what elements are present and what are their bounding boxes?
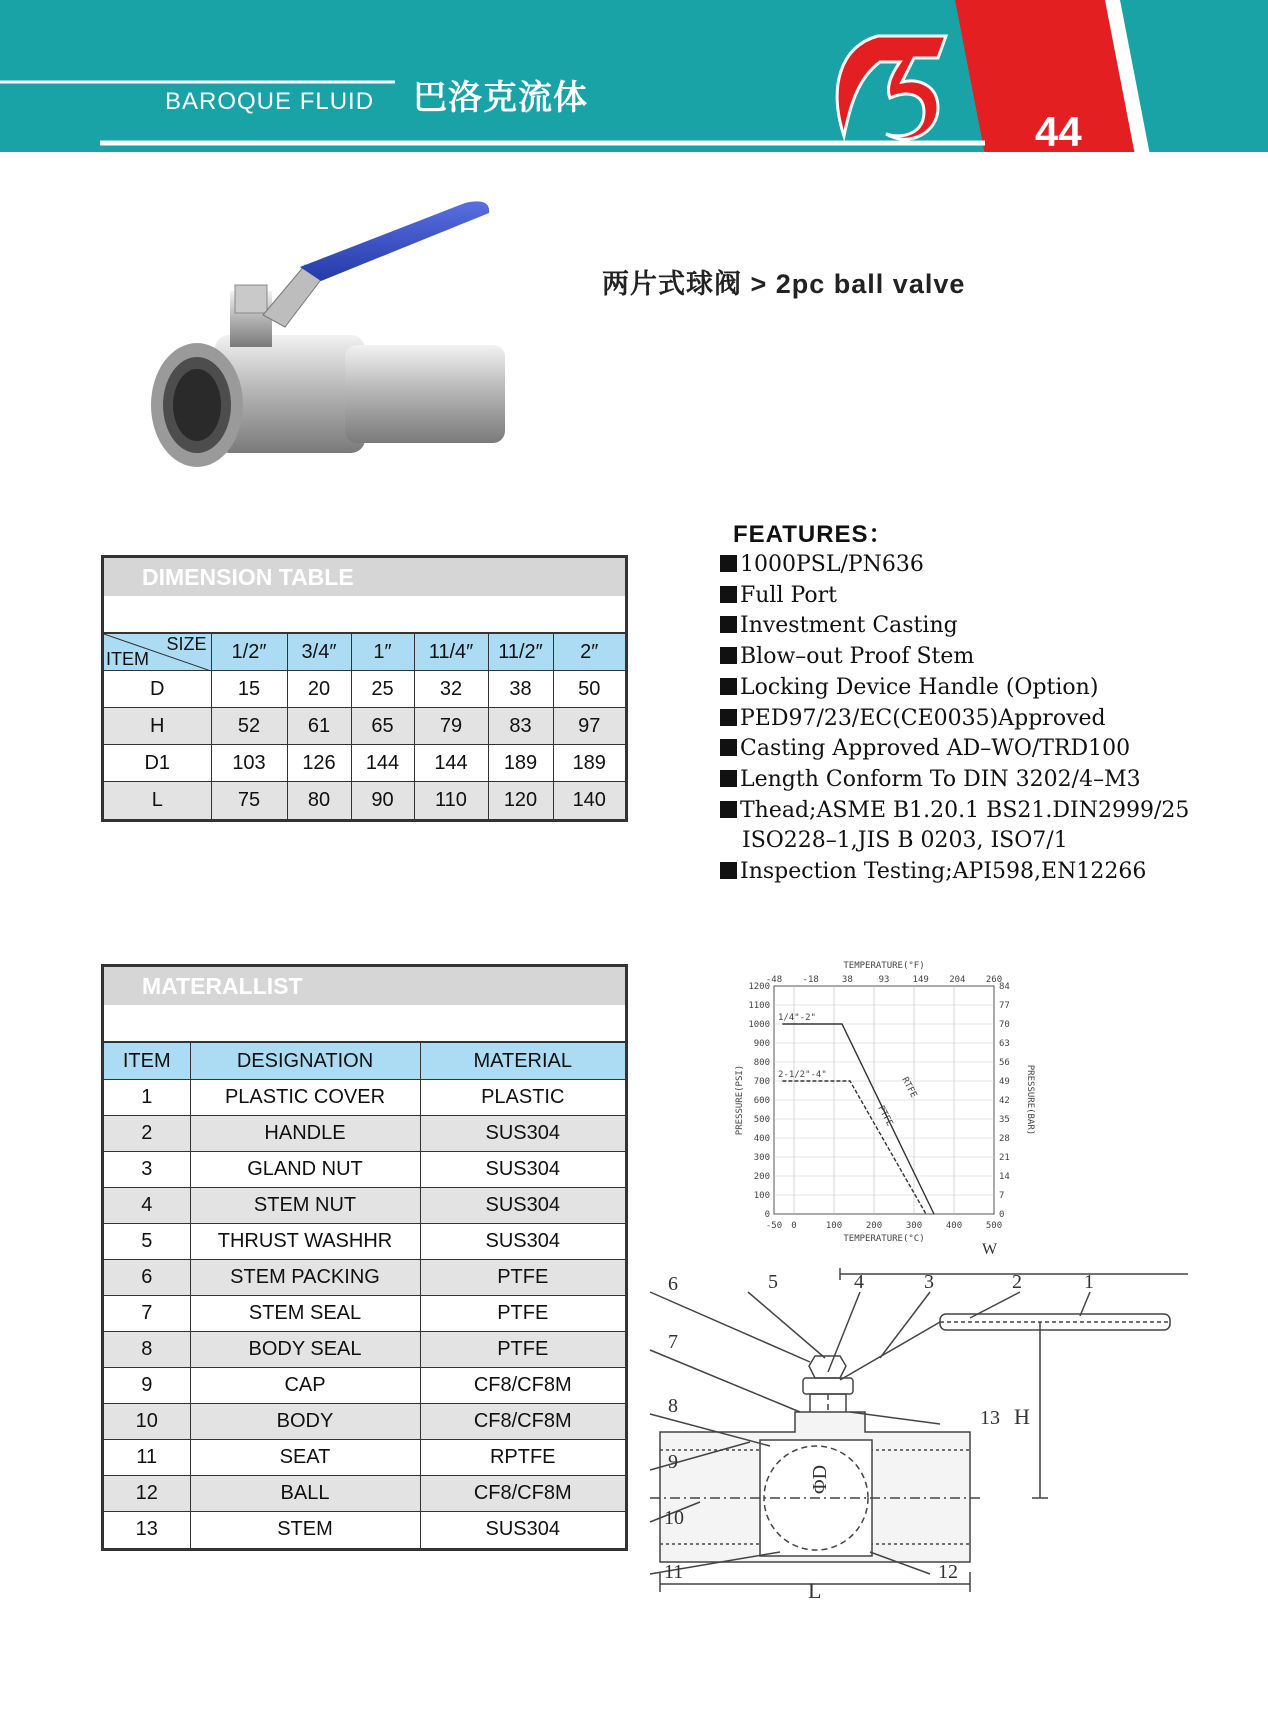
feature-item: Casting Approved AD–WO/TRD100	[720, 734, 1189, 765]
item-cell: 1	[104, 1080, 190, 1116]
dimension-h-label: H	[1014, 1404, 1030, 1429]
material-cell: RPTFE	[420, 1440, 625, 1476]
y-tick-label-bar: 28	[999, 1134, 1010, 1144]
bullet-square-icon	[720, 647, 737, 664]
dimension-l-label: L	[808, 1578, 822, 1602]
bullet-square-icon	[720, 739, 737, 756]
x-tick-label-c: 0	[791, 1221, 797, 1231]
y-tick-label-bar: 42	[999, 1096, 1010, 1106]
y-tick-label-bar: 0	[999, 1210, 1005, 1220]
feature-item: Inspection Testing;API598,EN12266	[720, 857, 1189, 888]
item-cell: 9	[104, 1368, 190, 1404]
y-tick-label-psi: 400	[753, 1134, 770, 1144]
table-row	[104, 1476, 625, 1512]
y-tick-label-psi: 300	[753, 1153, 770, 1163]
series-name-label: 2-1/2"-4"	[778, 1070, 827, 1080]
dimension-d-label: ΦD	[809, 1464, 831, 1494]
designation-cell: HANDLE	[190, 1116, 420, 1152]
item-cell: 12	[104, 1476, 190, 1512]
material-cell: SUS304	[420, 1512, 625, 1548]
feature-item: Thead;ASME B1.20.1 BS21.DIN2999/25	[720, 796, 1189, 827]
bullet-square-icon	[720, 862, 737, 879]
table-row	[104, 1116, 625, 1152]
size-header: 3/4″	[287, 634, 351, 671]
x-axis-label: TEMPERATURE(°C)	[843, 1234, 925, 1244]
brand-name-en: BAROQUE FLUID	[165, 88, 375, 115]
y-tick-label-psi: 700	[753, 1077, 770, 1087]
x-tick-label-c: 100	[825, 1221, 843, 1231]
x-tick-label-c: 200	[865, 1221, 883, 1231]
y-tick-label-psi: 800	[753, 1058, 770, 1068]
table-row	[104, 1404, 625, 1440]
table-row	[104, 1332, 625, 1368]
bullet-square-icon	[720, 586, 737, 603]
callout-9: 9	[668, 1451, 678, 1473]
feature-item: PED97/23/EC(CE0035)Approved	[720, 704, 1189, 735]
material-cell: PTFE	[420, 1332, 625, 1368]
size-header: 1″	[351, 634, 414, 671]
designation-cell: STEM NUT	[190, 1188, 420, 1224]
dimension-table-title: DIMENSION TABLE	[104, 558, 625, 596]
material-cell: CF8/CF8M	[420, 1476, 625, 1512]
feature-item: Investment Casting	[720, 611, 1189, 642]
size-header: 11/2″	[488, 634, 553, 671]
designation-cell: STEM	[190, 1512, 420, 1548]
y-tick-label-bar: 63	[999, 1039, 1010, 1049]
table-row	[104, 1296, 625, 1332]
size-item-corner-cell: SIZE ITEM	[104, 634, 211, 671]
series-curve-label: PTFE	[875, 1104, 895, 1129]
y-axis-label: PRESSURE(PSI)	[735, 1064, 745, 1136]
y-tick-label-bar: 70	[999, 1020, 1010, 1030]
material-cell: PTFE	[420, 1296, 625, 1332]
table-row	[104, 1440, 625, 1476]
material-list-table	[101, 964, 628, 1551]
designation-cell: BODY SEAL	[190, 1332, 420, 1368]
series-name-label: 1/4"-2"	[778, 1013, 816, 1023]
y-tick-label-psi: 900	[753, 1039, 770, 1049]
callout-11: 11	[664, 1561, 684, 1583]
feature-item: Full Port	[720, 581, 1189, 612]
material-cell: CF8/CF8M	[420, 1404, 625, 1440]
y-axis-label-right: PRESSURE(BAR)	[1025, 1064, 1035, 1136]
features-heading: FEATURES：	[733, 521, 894, 548]
material-cell: SUS304	[420, 1152, 625, 1188]
callout-10: 10	[664, 1507, 684, 1529]
x-tick-label-c: 400	[945, 1221, 963, 1231]
x-tick-label-f: 38	[841, 975, 853, 985]
series-curve-label: RTFE	[899, 1075, 919, 1100]
item-cell: 2	[104, 1116, 190, 1152]
designation-cell: THRUST WASHHR	[190, 1224, 420, 1260]
x-tick-label-f: 93	[878, 975, 890, 985]
x-tick-label-f: -48	[765, 975, 783, 985]
material-list-title: MATERALLIST	[104, 967, 625, 1005]
callout-13: 13	[980, 1407, 1000, 1429]
column-header-material: MATERIAL	[420, 1043, 625, 1080]
material-cell: SUS304	[420, 1224, 625, 1260]
bullet-square-icon	[720, 770, 737, 787]
y-tick-label-bar: 56	[999, 1058, 1010, 1068]
table-row: L 75 80 90 110 120 140	[104, 782, 625, 819]
table-row	[104, 1260, 625, 1296]
chart-title: TEMPERATURE(°F)	[843, 961, 925, 971]
bullet-square-icon	[720, 678, 737, 695]
table-row	[104, 1512, 625, 1548]
size-header: 1/2″	[211, 634, 287, 671]
table-row	[104, 1080, 625, 1116]
table-row	[104, 1368, 625, 1404]
x-tick-label-f: 204	[949, 975, 966, 985]
y-tick-label-psi: 500	[753, 1115, 770, 1125]
callout-5: 5	[768, 1271, 778, 1293]
item-cell: 4	[104, 1188, 190, 1224]
feature-continuation: ISO228–1,JIS B 0203, ISO7/1	[742, 828, 1068, 854]
designation-cell: SEAT	[190, 1440, 420, 1476]
item-cell: 3	[104, 1152, 190, 1188]
valve-section-drawing	[640, 1262, 1200, 1602]
x-tick-label-f: -18	[802, 975, 819, 985]
table-row	[104, 1224, 625, 1260]
material-cell: SUS304	[420, 1188, 625, 1224]
designation-cell: GLAND NUT	[190, 1152, 420, 1188]
x-tick-label-c: 300	[905, 1221, 923, 1231]
column-header-designation: DESIGNATION	[190, 1043, 420, 1080]
y-tick-label-bar: 14	[999, 1172, 1010, 1182]
ball-valve-photo-icon	[135, 195, 545, 495]
y-tick-label-bar: 7	[999, 1191, 1005, 1201]
chart-w-label: W	[982, 1241, 998, 1258]
table-row: H 52 61 65 79 83 97	[104, 708, 625, 745]
callout-4: 4	[854, 1271, 864, 1293]
material-cell: SUS304	[420, 1116, 625, 1152]
product-title: 两片式球阀 > 2pc ball valve	[602, 269, 966, 299]
material-cell: CF8/CF8M	[420, 1368, 625, 1404]
page-number: 44	[1035, 108, 1082, 155]
material-cell: PTFE	[420, 1260, 625, 1296]
item-cell: 11	[104, 1440, 190, 1476]
table-row: D 15 20 25 32 38 50	[104, 671, 625, 708]
y-tick-label-bar: 49	[999, 1077, 1010, 1087]
y-tick-label-psi: 1200	[748, 982, 770, 992]
designation-cell: PLASTIC COVER	[190, 1080, 420, 1116]
designation-cell: BALL	[190, 1476, 420, 1512]
y-tick-label-bar: 77	[999, 1001, 1010, 1011]
callout-6: 6	[668, 1273, 678, 1295]
bullet-square-icon	[720, 801, 737, 818]
pressure-temperature-chart	[730, 950, 1060, 1260]
y-tick-label-psi: 1000	[748, 1020, 770, 1030]
y-tick-label-bar: 21	[999, 1153, 1010, 1163]
item-cell: 5	[104, 1224, 190, 1260]
y-tick-label-bar: 35	[999, 1115, 1010, 1125]
features-list	[720, 550, 1189, 888]
callout-2: 2	[1012, 1271, 1022, 1293]
item-cell: 13	[104, 1512, 190, 1548]
bullet-square-icon	[720, 616, 737, 633]
y-tick-label-psi: 1100	[748, 1001, 770, 1011]
item-cell: 7	[104, 1296, 190, 1332]
designation-cell: BODY	[190, 1404, 420, 1440]
y-tick-label-psi: 600	[753, 1096, 770, 1106]
designation-cell: CAP	[190, 1368, 420, 1404]
dimension-table	[101, 555, 628, 822]
feature-item: Length Conform To DIN 3202/4–M3	[720, 765, 1189, 796]
x-tick-label-c: -50	[765, 1221, 783, 1231]
size-header: 11/4″	[414, 634, 488, 671]
column-header-item: ITEM	[104, 1043, 190, 1080]
feature-item: Blow–out Proof Stem	[720, 642, 1189, 673]
designation-cell: STEM SEAL	[190, 1296, 420, 1332]
designation-cell: STEM PACKING	[190, 1260, 420, 1296]
feature-item: 1000PSL/PN636	[720, 550, 1189, 581]
x-tick-label-f: 149	[912, 975, 929, 985]
bullet-square-icon	[720, 709, 737, 726]
brand-name-cn: 巴洛克流体	[413, 79, 588, 117]
table-row	[104, 1188, 625, 1224]
item-cell: 10	[104, 1404, 190, 1440]
callout-7: 7	[668, 1331, 678, 1353]
table-row	[104, 1152, 625, 1188]
x-tick-label-f: 260	[985, 975, 1003, 985]
feature-item: Locking Device Handle (Option)	[720, 673, 1189, 704]
callout-1: 1	[1084, 1271, 1094, 1293]
y-tick-label-psi: 100	[753, 1191, 770, 1201]
x-tick-label-c: 500	[985, 1221, 1003, 1231]
callout-8: 8	[668, 1395, 678, 1417]
table-row: D1 103 126 144 144 189 189	[104, 745, 625, 782]
size-header: 2″	[553, 634, 625, 671]
callout-3: 3	[924, 1271, 934, 1293]
material-cell: PLASTIC	[420, 1080, 625, 1116]
y-tick-label-bar: 84	[999, 982, 1010, 992]
item-cell: 6	[104, 1260, 190, 1296]
y-tick-label-psi: 0	[764, 1210, 770, 1220]
series-line-1	[782, 1081, 926, 1214]
y-tick-label-psi: 200	[753, 1172, 770, 1182]
item-cell: 8	[104, 1332, 190, 1368]
bullet-square-icon	[720, 555, 737, 572]
callout-12: 12	[938, 1561, 958, 1583]
